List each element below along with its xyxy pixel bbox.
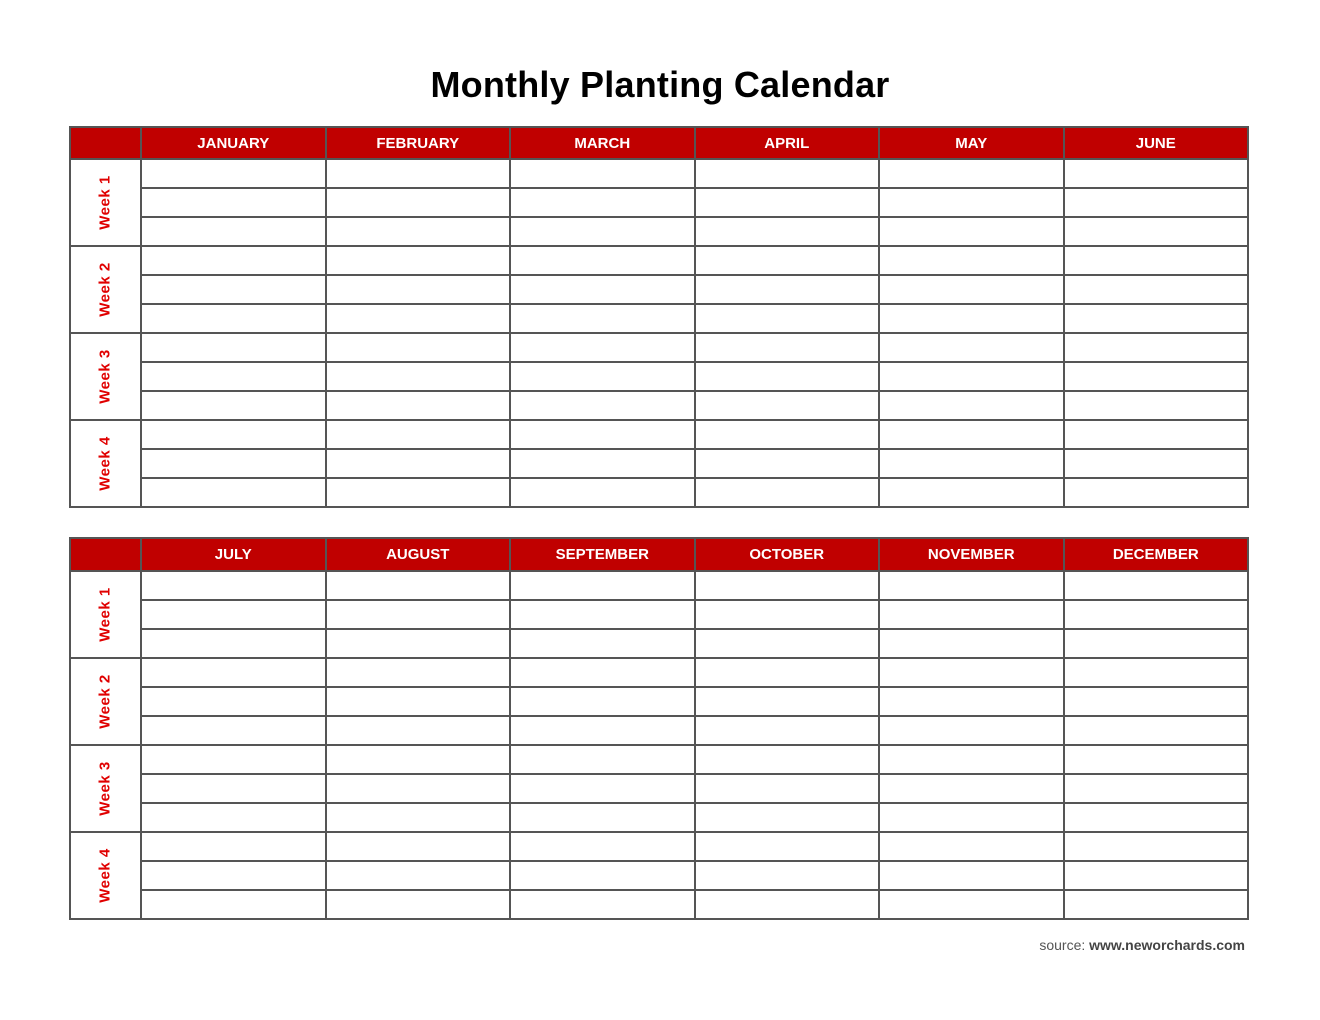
planting-entry-cell[interactable] bbox=[510, 246, 695, 275]
planting-entry-cell[interactable] bbox=[326, 803, 511, 832]
planting-entry-cell[interactable] bbox=[326, 774, 511, 803]
planting-entry-cell[interactable] bbox=[510, 803, 695, 832]
planting-entry-cell[interactable] bbox=[326, 188, 511, 217]
planting-entry-cell[interactable] bbox=[326, 217, 511, 246]
corner-cell bbox=[70, 127, 141, 159]
table-row bbox=[70, 362, 1248, 391]
table-row bbox=[70, 658, 1248, 687]
planting-entry-cell[interactable] bbox=[695, 333, 880, 362]
planting-entry-cell[interactable] bbox=[879, 449, 1064, 478]
planting-entry-cell[interactable] bbox=[1064, 159, 1249, 188]
planting-entry-cell[interactable] bbox=[326, 304, 511, 333]
table-row bbox=[70, 304, 1248, 333]
planting-entry-cell[interactable] bbox=[879, 478, 1064, 507]
planting-entry-cell[interactable] bbox=[879, 304, 1064, 333]
planting-entry-cell[interactable] bbox=[879, 803, 1064, 832]
calendar-body bbox=[70, 571, 1248, 919]
planting-entry-cell[interactable] bbox=[510, 478, 695, 507]
planting-entry-cell[interactable] bbox=[695, 188, 880, 217]
planting-entry-cell[interactable] bbox=[1064, 832, 1249, 861]
planting-entry-cell[interactable] bbox=[326, 861, 511, 890]
week-label: Week 2 bbox=[97, 673, 114, 729]
table-row bbox=[70, 861, 1248, 890]
week-label-cell bbox=[70, 658, 141, 745]
planting-entry-cell[interactable] bbox=[510, 362, 695, 391]
planting-entry-cell[interactable] bbox=[879, 658, 1064, 687]
planting-entry-cell[interactable] bbox=[141, 571, 326, 600]
source-link[interactable]: www.neworchards.com bbox=[1089, 937, 1245, 953]
planting-entry-cell[interactable] bbox=[1064, 745, 1249, 774]
table-row bbox=[70, 217, 1248, 246]
planting-entry-cell[interactable] bbox=[1064, 803, 1249, 832]
month-header-november: NOVEMBER bbox=[879, 538, 1064, 571]
month-header-june: JUNE bbox=[1064, 127, 1249, 159]
week-label-cell bbox=[70, 420, 141, 507]
planting-entry-cell[interactable] bbox=[879, 246, 1064, 275]
table-row bbox=[70, 391, 1248, 420]
planting-entry-cell[interactable] bbox=[1064, 275, 1249, 304]
week-label: Week 3 bbox=[97, 760, 114, 816]
planting-entry-cell[interactable] bbox=[141, 217, 326, 246]
table-row bbox=[70, 774, 1248, 803]
calendar-table-first-half bbox=[69, 126, 1249, 508]
table-row bbox=[70, 159, 1248, 188]
month-header-row bbox=[70, 127, 1248, 159]
table-row bbox=[70, 890, 1248, 919]
planting-entry-cell[interactable] bbox=[1064, 362, 1249, 391]
week-label: Week 1 bbox=[97, 174, 114, 230]
planting-entry-cell[interactable] bbox=[141, 362, 326, 391]
planting-entry-cell[interactable] bbox=[141, 803, 326, 832]
month-header-february: FEBRUARY bbox=[326, 127, 511, 159]
planting-entry-cell[interactable] bbox=[1064, 391, 1249, 420]
planting-entry-cell[interactable] bbox=[695, 159, 880, 188]
planting-entry-cell[interactable] bbox=[1064, 217, 1249, 246]
planting-entry-cell[interactable] bbox=[695, 449, 880, 478]
planting-entry-cell[interactable] bbox=[879, 159, 1064, 188]
table-row bbox=[70, 716, 1248, 745]
planting-entry-cell[interactable] bbox=[695, 217, 880, 246]
planting-entry-cell[interactable] bbox=[695, 716, 880, 745]
planting-entry-cell[interactable] bbox=[695, 803, 880, 832]
week-label-cell bbox=[70, 246, 141, 333]
calendar-body bbox=[70, 159, 1248, 507]
planting-entry-cell[interactable] bbox=[695, 275, 880, 304]
planting-entry-cell[interactable] bbox=[141, 188, 326, 217]
planting-entry-cell[interactable] bbox=[879, 774, 1064, 803]
planting-entry-cell[interactable] bbox=[326, 832, 511, 861]
month-header-row bbox=[70, 538, 1248, 571]
planting-entry-cell[interactable] bbox=[141, 420, 326, 449]
planting-entry-cell[interactable] bbox=[326, 629, 511, 658]
table-row bbox=[70, 188, 1248, 217]
table-row bbox=[70, 600, 1248, 629]
planting-entry-cell[interactable] bbox=[141, 449, 326, 478]
week-label-cell bbox=[70, 571, 141, 658]
planting-entry-cell[interactable] bbox=[510, 188, 695, 217]
month-header-july: JULY bbox=[141, 538, 326, 571]
planting-entry-cell[interactable] bbox=[1064, 478, 1249, 507]
planting-entry-cell[interactable] bbox=[510, 449, 695, 478]
planting-entry-cell[interactable] bbox=[879, 687, 1064, 716]
planting-entry-cell[interactable] bbox=[879, 188, 1064, 217]
month-header-december: DECEMBER bbox=[1064, 538, 1249, 571]
planting-entry-cell[interactable] bbox=[879, 832, 1064, 861]
planting-entry-cell[interactable] bbox=[510, 420, 695, 449]
planting-entry-cell[interactable] bbox=[695, 658, 880, 687]
planting-entry-cell[interactable] bbox=[326, 449, 511, 478]
planting-entry-cell[interactable] bbox=[141, 687, 326, 716]
planting-entry-cell[interactable] bbox=[879, 861, 1064, 890]
planting-entry-cell[interactable] bbox=[879, 600, 1064, 629]
planting-entry-cell[interactable] bbox=[141, 304, 326, 333]
week-label-cell bbox=[70, 159, 141, 246]
planting-entry-cell[interactable] bbox=[695, 687, 880, 716]
planting-entry-cell[interactable] bbox=[510, 774, 695, 803]
table-row bbox=[70, 420, 1248, 449]
planting-entry-cell[interactable] bbox=[326, 246, 511, 275]
table-row bbox=[70, 745, 1248, 774]
planting-entry-cell[interactable] bbox=[695, 861, 880, 890]
month-header-march: MARCH bbox=[510, 127, 695, 159]
planting-entry-cell[interactable] bbox=[879, 716, 1064, 745]
planting-entry-cell[interactable] bbox=[510, 275, 695, 304]
planting-entry-cell[interactable] bbox=[141, 861, 326, 890]
week-label-cell bbox=[70, 333, 141, 420]
week-label: Week 4 bbox=[97, 435, 114, 491]
table-row bbox=[70, 478, 1248, 507]
planting-entry-cell[interactable] bbox=[695, 246, 880, 275]
planting-entry-cell[interactable] bbox=[510, 159, 695, 188]
month-header-august: AUGUST bbox=[326, 538, 511, 571]
planting-entry-cell[interactable] bbox=[141, 600, 326, 629]
calendar-table-second-half bbox=[69, 537, 1249, 920]
planting-entry-cell[interactable] bbox=[1064, 716, 1249, 745]
planting-entry-cell[interactable] bbox=[326, 333, 511, 362]
planting-entry-cell[interactable] bbox=[510, 658, 695, 687]
planting-entry-cell[interactable] bbox=[1064, 333, 1249, 362]
planting-entry-cell[interactable] bbox=[879, 217, 1064, 246]
planting-entry-cell[interactable] bbox=[326, 362, 511, 391]
table-row bbox=[70, 629, 1248, 658]
planting-entry-cell[interactable] bbox=[510, 571, 695, 600]
month-header-september: SEPTEMBER bbox=[510, 538, 695, 571]
planting-entry-cell[interactable] bbox=[879, 333, 1064, 362]
month-header-april: APRIL bbox=[695, 127, 880, 159]
table-row bbox=[70, 571, 1248, 600]
month-header-january: JANUARY bbox=[141, 127, 326, 159]
planting-entry-cell[interactable] bbox=[879, 391, 1064, 420]
planting-entry-cell[interactable] bbox=[1064, 571, 1249, 600]
planting-entry-cell[interactable] bbox=[326, 745, 511, 774]
planting-entry-cell[interactable] bbox=[510, 217, 695, 246]
planting-entry-cell[interactable] bbox=[510, 304, 695, 333]
planting-entry-cell[interactable] bbox=[141, 745, 326, 774]
planting-entry-cell[interactable] bbox=[879, 571, 1064, 600]
planting-entry-cell[interactable] bbox=[879, 745, 1064, 774]
planting-entry-cell[interactable] bbox=[695, 420, 880, 449]
planting-entry-cell[interactable] bbox=[510, 629, 695, 658]
planting-entry-cell[interactable] bbox=[695, 745, 880, 774]
planting-entry-cell[interactable] bbox=[695, 774, 880, 803]
week-label: Week 2 bbox=[97, 261, 114, 317]
planting-entry-cell[interactable] bbox=[326, 420, 511, 449]
week-label: Week 1 bbox=[97, 586, 114, 642]
planting-entry-cell[interactable] bbox=[141, 333, 326, 362]
planting-entry-cell[interactable] bbox=[1064, 687, 1249, 716]
planting-entry-cell[interactable] bbox=[1064, 449, 1249, 478]
page-title: Monthly Planting Calendar bbox=[430, 64, 890, 105]
planting-entry-cell[interactable] bbox=[141, 629, 326, 658]
planting-entry-cell[interactable] bbox=[695, 890, 880, 919]
planting-entry-cell[interactable] bbox=[510, 716, 695, 745]
planting-entry-cell[interactable] bbox=[1064, 246, 1249, 275]
planting-entry-cell[interactable] bbox=[695, 304, 880, 333]
planting-entry-cell[interactable] bbox=[879, 275, 1064, 304]
week-label: Week 3 bbox=[97, 348, 114, 404]
planting-entry-cell[interactable] bbox=[510, 333, 695, 362]
planting-entry-cell[interactable] bbox=[141, 275, 326, 304]
planting-entry-cell[interactable] bbox=[141, 832, 326, 861]
planting-entry-cell[interactable] bbox=[879, 629, 1064, 658]
table-row bbox=[70, 803, 1248, 832]
planting-entry-cell[interactable] bbox=[326, 890, 511, 919]
planting-entry-cell[interactable] bbox=[510, 861, 695, 890]
planting-entry-cell[interactable] bbox=[141, 716, 326, 745]
planting-entry-cell[interactable] bbox=[695, 362, 880, 391]
planting-entry-cell[interactable] bbox=[695, 391, 880, 420]
planting-entry-cell[interactable] bbox=[695, 571, 880, 600]
planting-entry-cell[interactable] bbox=[141, 658, 326, 687]
planting-entry-cell[interactable] bbox=[326, 478, 511, 507]
planting-entry-cell[interactable] bbox=[1064, 890, 1249, 919]
planting-entry-cell[interactable] bbox=[510, 600, 695, 629]
month-header-october: OCTOBER bbox=[695, 538, 880, 571]
corner-cell bbox=[70, 538, 141, 571]
week-label-cell bbox=[70, 745, 141, 832]
table-row bbox=[70, 449, 1248, 478]
planting-entry-cell[interactable] bbox=[695, 600, 880, 629]
planting-entry-cell[interactable] bbox=[695, 832, 880, 861]
planting-entry-cell[interactable] bbox=[1064, 600, 1249, 629]
planting-entry-cell[interactable] bbox=[510, 890, 695, 919]
planting-entry-cell[interactable] bbox=[1064, 774, 1249, 803]
source-label: source: bbox=[1039, 937, 1086, 953]
week-label: Week 4 bbox=[97, 847, 114, 903]
planting-entry-cell[interactable] bbox=[510, 832, 695, 861]
planting-entry-cell[interactable] bbox=[1064, 861, 1249, 890]
planting-entry-cell[interactable] bbox=[141, 391, 326, 420]
planting-entry-cell[interactable] bbox=[510, 391, 695, 420]
table-row bbox=[70, 832, 1248, 861]
planting-entry-cell[interactable] bbox=[326, 391, 511, 420]
planting-entry-cell[interactable] bbox=[1064, 188, 1249, 217]
planting-entry-cell[interactable] bbox=[326, 716, 511, 745]
planting-entry-cell[interactable] bbox=[141, 246, 326, 275]
planting-entry-cell[interactable] bbox=[1064, 629, 1249, 658]
planting-entry-cell[interactable] bbox=[1064, 304, 1249, 333]
planting-entry-cell[interactable] bbox=[326, 600, 511, 629]
planting-entry-cell[interactable] bbox=[141, 159, 326, 188]
planting-entry-cell[interactable] bbox=[1064, 658, 1249, 687]
planting-entry-cell[interactable] bbox=[326, 687, 511, 716]
planting-entry-cell[interactable] bbox=[695, 478, 880, 507]
planting-entry-cell[interactable] bbox=[141, 478, 326, 507]
source-credit bbox=[1039, 937, 1245, 953]
planting-entry-cell[interactable] bbox=[141, 890, 326, 919]
table-row bbox=[70, 687, 1248, 716]
month-header-may: MAY bbox=[879, 127, 1064, 159]
planting-entry-cell[interactable] bbox=[510, 745, 695, 774]
planting-entry-cell[interactable] bbox=[326, 571, 511, 600]
table-row bbox=[70, 333, 1248, 362]
table-row bbox=[70, 275, 1248, 304]
planting-entry-cell[interactable] bbox=[695, 629, 880, 658]
week-label-cell bbox=[70, 832, 141, 919]
planting-entry-cell[interactable] bbox=[326, 658, 511, 687]
planting-entry-cell[interactable] bbox=[510, 687, 695, 716]
table-row bbox=[70, 246, 1248, 275]
planting-entry-cell[interactable] bbox=[879, 362, 1064, 391]
planting-entry-cell[interactable] bbox=[326, 275, 511, 304]
planting-entry-cell[interactable] bbox=[326, 159, 511, 188]
planting-entry-cell[interactable] bbox=[879, 420, 1064, 449]
planting-entry-cell[interactable] bbox=[141, 774, 326, 803]
planting-entry-cell[interactable] bbox=[1064, 420, 1249, 449]
planting-entry-cell[interactable] bbox=[879, 890, 1064, 919]
